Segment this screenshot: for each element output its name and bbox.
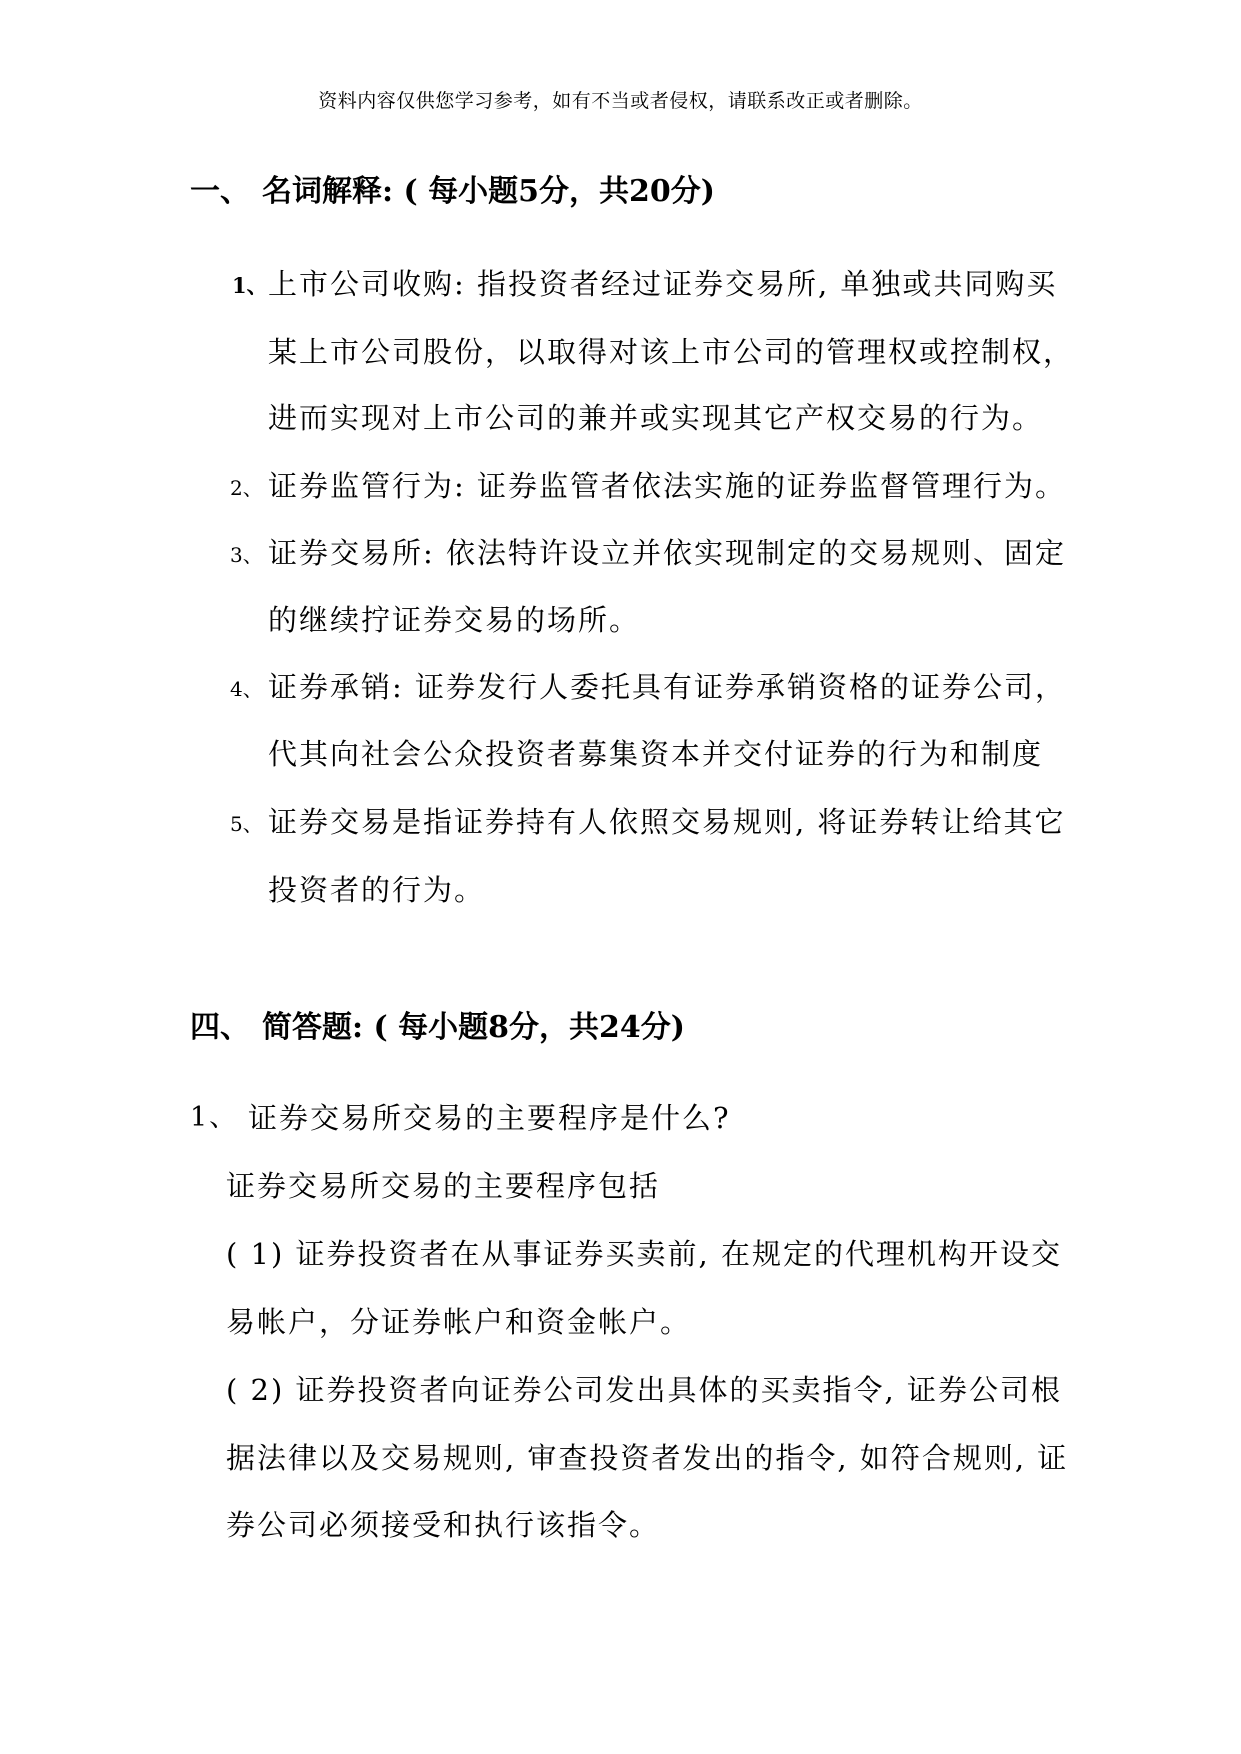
- item-1-marker: 1、: [232, 273, 268, 298]
- question-1-text: 证券交易所交易的主要程序是什么?: [248, 1101, 731, 1135]
- answer-line-3: 易帐户，分证券帐户和资金帐户。: [226, 1305, 692, 1339]
- item-1-line-1: 上市公司收购: 指投资者经过证券交易所, 单独或共同购买: [268, 267, 1058, 301]
- item-4-marker: 4、: [230, 677, 263, 701]
- answer-line-2: ( 1) 证券投资者在从事证券买卖前, 在规定的代理机构开设交: [226, 1237, 1062, 1271]
- section-1-number: 一、: [190, 174, 250, 209]
- item-4-line-1: 证券承销: 证券发行人委托具有证券承销资格的证券公司，: [268, 670, 1066, 704]
- section-4-heading: [190, 1002, 685, 1046]
- answer-line-5: 据法律以及交易规则, 审查投资者发出的指令, 如符合规则, 证: [226, 1441, 1069, 1475]
- item-3-line-1: 证券交易所: 依法特许设立并依实现制定的交易规则、固定: [268, 536, 1066, 570]
- section-4-title: 简答题: ( 每小题8分，共24分): [262, 1010, 685, 1045]
- item-5-line-2: 投资者的行为。: [268, 873, 486, 907]
- question-1-marker: 1、: [190, 1102, 239, 1133]
- section-1-title: 名词解释: ( 每小题5分，共20分): [262, 174, 715, 209]
- item-3-marker: 3、: [230, 543, 263, 567]
- item-3-line-2: 的继续拧证券交易的场所。: [268, 603, 641, 637]
- section-1-heading: [190, 166, 715, 210]
- answer-line-6: 券公司必须接受和执行该指令。: [226, 1508, 661, 1542]
- answer-line-1: 证券交易所交易的主要程序包括: [226, 1169, 661, 1203]
- item-4-line-2: 代其向社会公众投资者募集资本并交付证券的行为和制度: [268, 737, 1044, 771]
- item-2-line-1: 证券监管行为: 证券监管者依法实施的证券监督管理行为。: [268, 469, 1066, 503]
- item-1-line-2: 某上市公司股份，以取得对该上市公司的管理权或控制权，: [268, 335, 1075, 369]
- header-disclaimer: 资料内容仅供您学习参考，如有不当或者侵权，请联系改正或者删除。: [318, 90, 923, 112]
- section-4-number: 四、: [190, 1010, 250, 1045]
- item-5-line-1: 证券交易是指证券持有人依照交易规则, 将证券转让给其它: [268, 805, 1066, 839]
- answer-line-4: ( 2) 证券投资者向证券公司发出具体的买卖指令, 证券公司根: [226, 1373, 1062, 1407]
- item-2-marker: 2、: [230, 476, 263, 500]
- item-1-line-3: 进而实现对上市公司的兼并或实现其它产权交易的行为。: [268, 401, 1044, 435]
- item-5-marker: 5、: [230, 812, 263, 836]
